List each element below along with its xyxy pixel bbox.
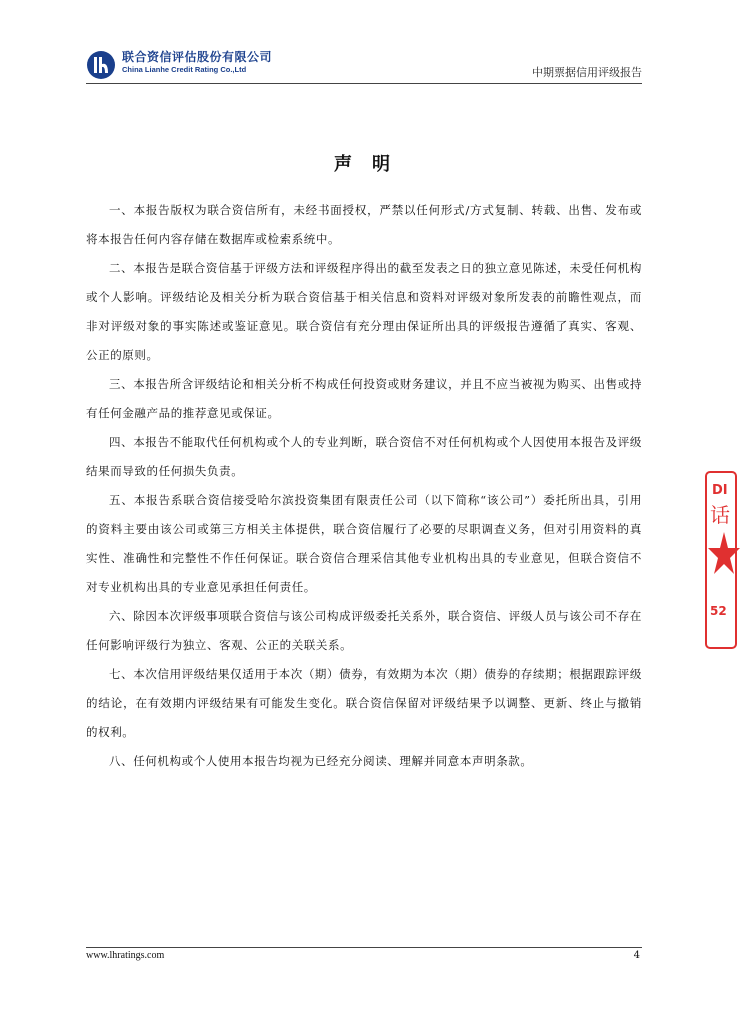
stamp-text-top: DI [712,483,728,498]
report-type: 中期票据信用评级报告 [532,66,642,79]
declaration-body [86,196,642,776]
declaration-paragraph: 六、除因本次评级事项联合资信与该公司构成评级委托关系外，联合资信、评级人员与该公司不存在任何影响评级行为独立、客观、公正的关联关系。 [86,609,642,652]
page-title: 声明 [334,154,410,175]
stamp-text-bottom: 52 [710,604,727,618]
page-header [86,42,642,82]
stamp-text-mid: 话 [710,503,730,527]
declaration-paragraph: 三、本报告所含评级结论和相关分析不构成任何投资或财务建议，并且不应当被视为购买、出售或持有任何金融产品的推荐意见或保证。 [86,377,642,420]
lianhe-logo-icon [86,50,116,80]
footer-url: www.lhratings.com [86,950,165,961]
declaration-paragraph: 八、任何机构或个人使用本报告均视为已经充分阅读、理解并同意本声明条款。 [109,754,533,768]
page-number: 4 [633,950,640,961]
company-name-cn: 联合资信评估股份有限公司 [122,50,273,64]
declaration-paragraph: 二、本报告是联合资信基于评级方法和评级程序得出的截至发表之日的独立意见陈述，未受任何机构或个人影响。评级结论及相关分析为联合资信基于相关信息和资料对评级对象所发表的前瞻性观点，而非对评级对象的事实陈述或鉴证意见。联合资信有充分理由保证所出具的评级报告遵循了真实、客观、公正的原则。 [86,261,642,362]
declaration-paragraph: 五、本报告系联合资信接受哈尔滨投资集团有限责任公司（以下简称“该公司”）委托所出具，引用的资料主要由该公司或第三方相关主体提供，联合资信履行了必要的尽职调查义务，但对引用资料的真实性、准确性和完整性不作任何保证。联合资信合理采信其他专业机构出具的专业意见，但联合资信不对专业机构出具的专业意见承担任何责任。 [86,493,642,594]
declaration-paragraph: 四、本报告不能取代任何机构或个人的专业判断，联合资信不对任何机构或个人因使用本报告及评级结果而导致的任何损失负责。 [86,435,642,478]
red-seal-stamp [700,470,740,650]
declaration-paragraph: 一、本报告版权为联合资信所有，未经书面授权，严禁以任何形式/方式复制、转载、出售、发布或将本报告任何内容存储在数据库或检索系统中。 [86,203,642,246]
declaration-paragraph: 七、本次信用评级结果仅适用于本次（期）债券，有效期为本次（期）债券的存续期；根据跟踪评级的结论，在有效期内评级结果有可能发生变化。联合资信保留对评级结果予以调整、更新、终止与撤销的权利。 [86,667,642,739]
footer-divider [86,947,642,948]
header-divider [86,83,642,84]
company-name-en: China Lianhe Credit Rating Co.,Ltd [122,65,247,74]
